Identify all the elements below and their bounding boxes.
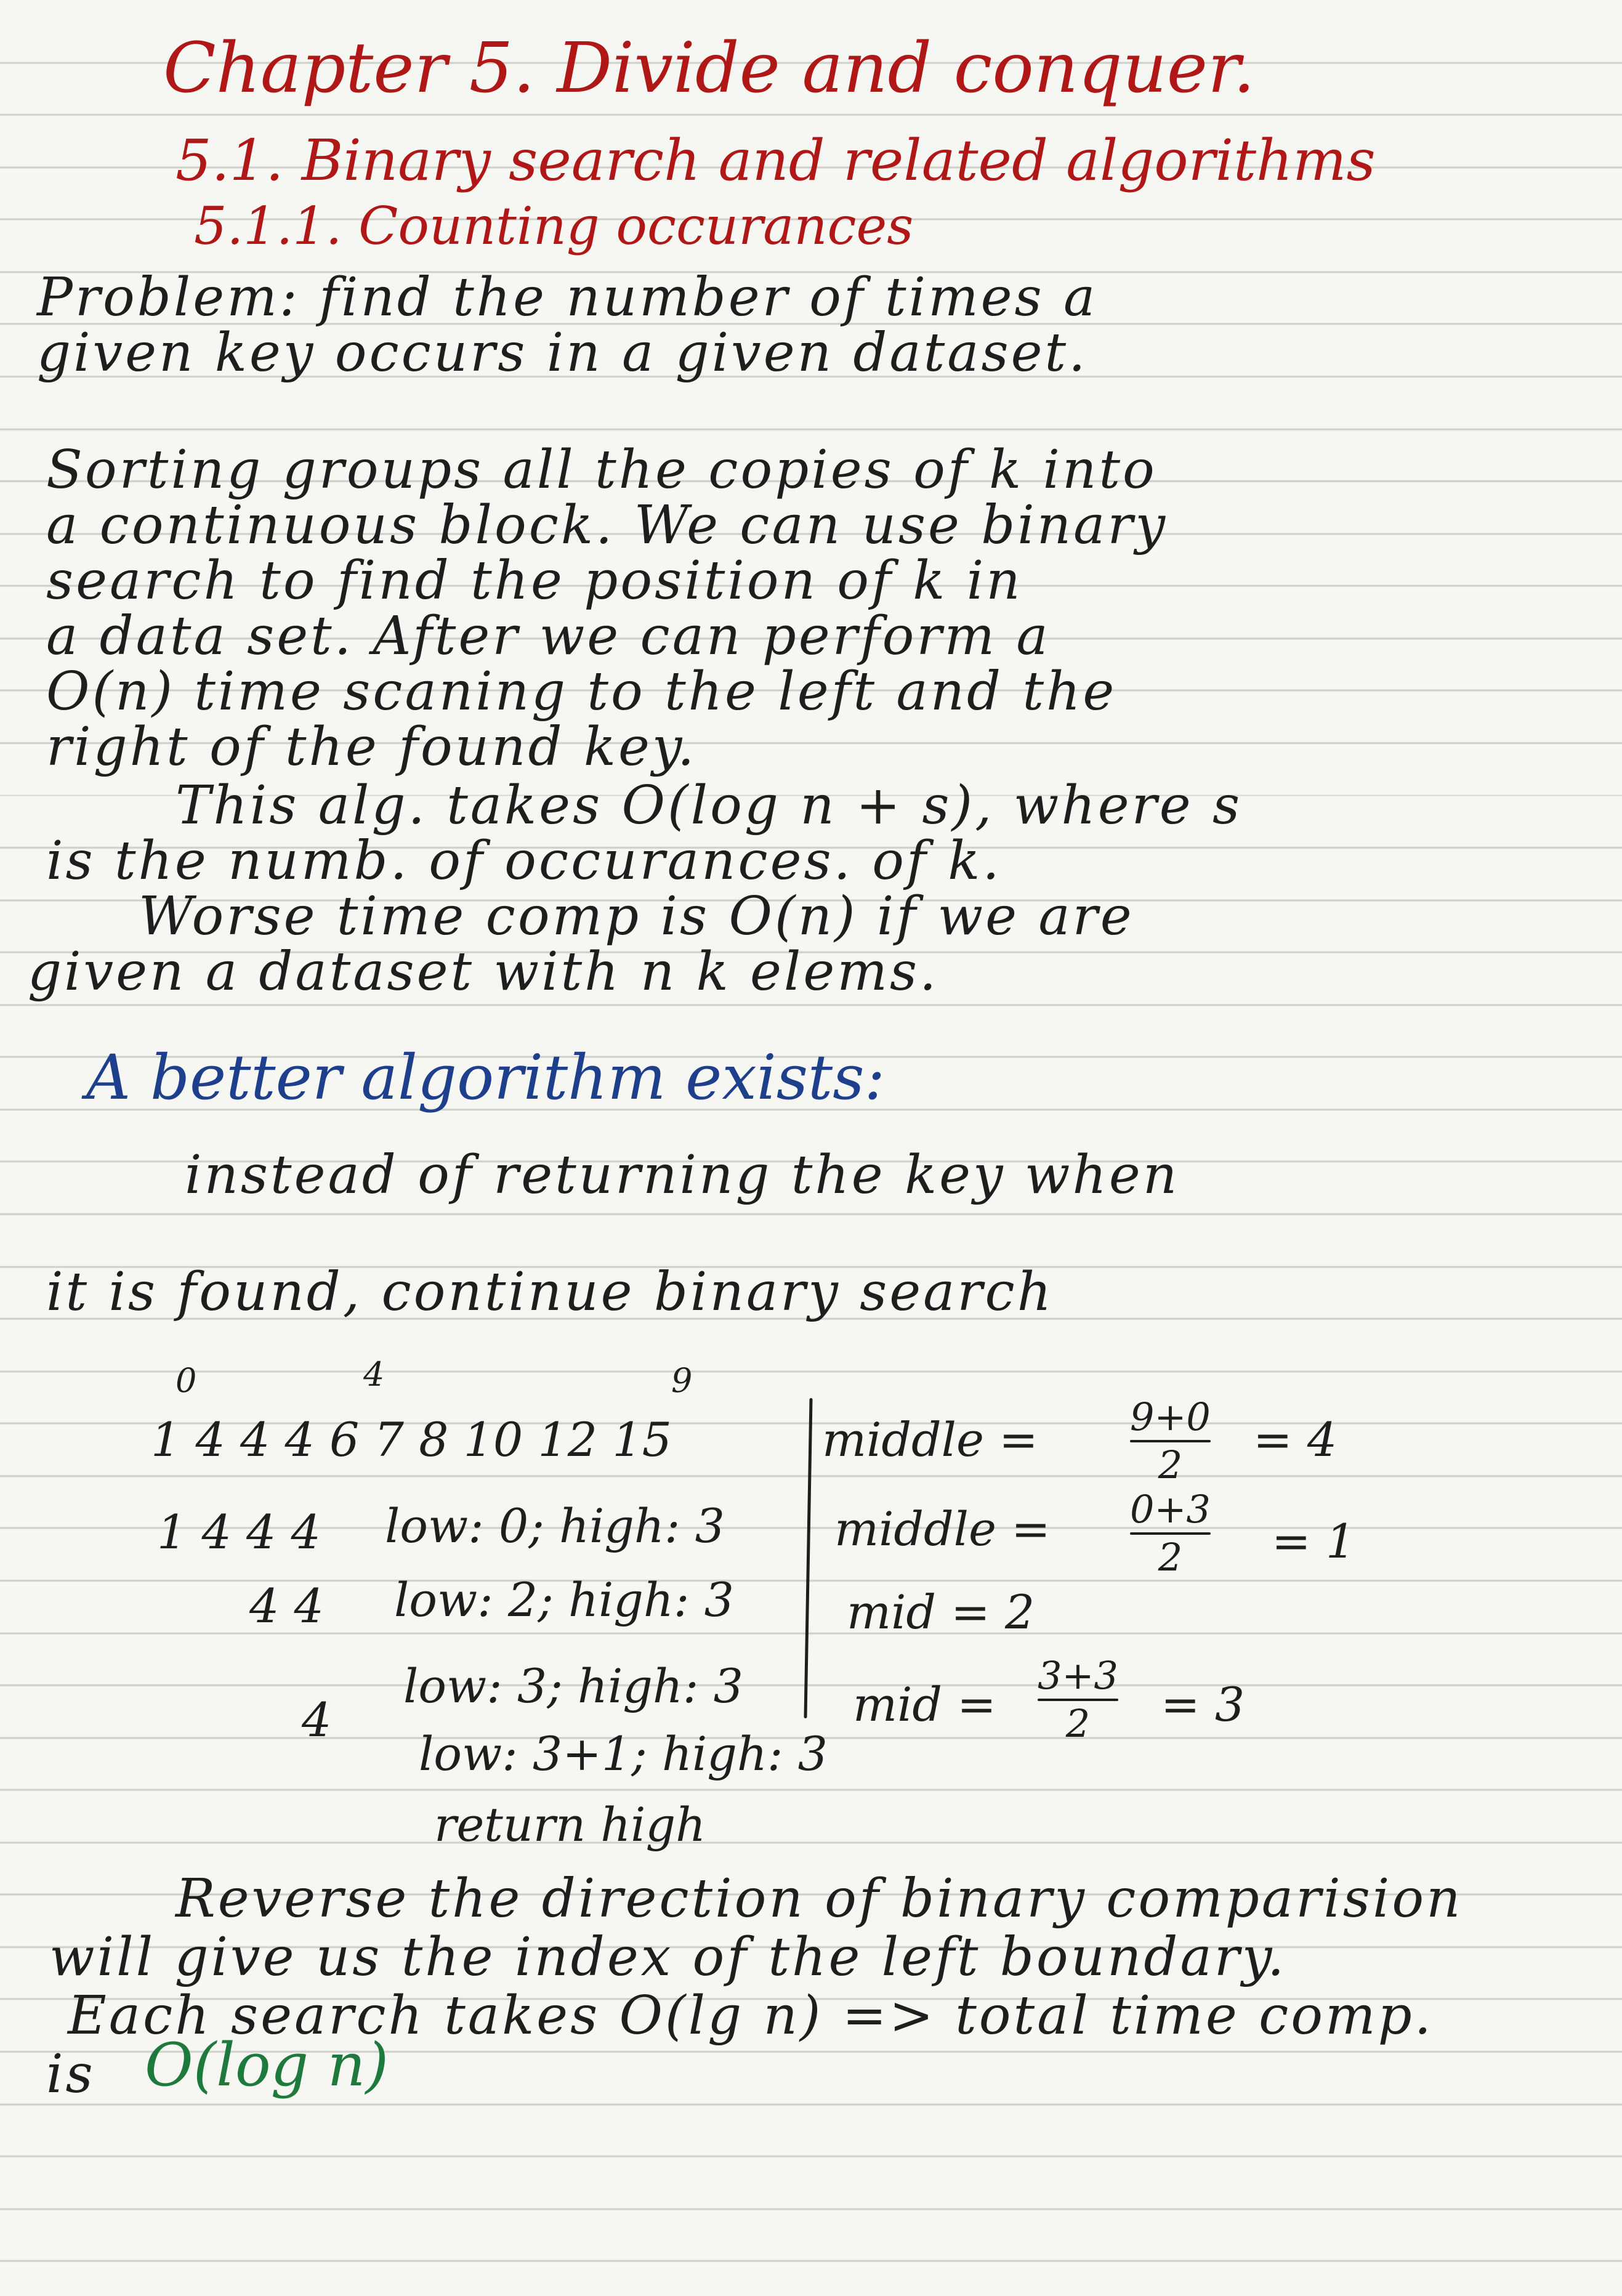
paragraph-line: Worse time comp is O(n) if we are: [139, 886, 1134, 947]
problem-line: Problem: find the number of times a: [37, 267, 1098, 328]
search-state: low: 2; high: 3: [394, 1572, 734, 1627]
search-state: low: 3; high: 3: [403, 1659, 743, 1713]
paragraph-line: Sorting groups all the copies of k into: [46, 439, 1157, 501]
paragraph-line: This alg. takes O(log n + s), where s: [176, 775, 1243, 836]
paragraph-line: O(n) time scaning to the left and the: [46, 661, 1117, 722]
search-state: low: 0; high: 3: [385, 1498, 725, 1553]
index-label: 0: [176, 1361, 197, 1400]
better-text-line: it is found, continue binary search: [46, 1261, 1054, 1323]
section-heading: 5.1. Binary search and related algorithms: [176, 127, 1376, 193]
search-state: low: 3+1; high: 3: [419, 1726, 828, 1781]
fraction-denominator: 2: [1065, 1701, 1091, 1746]
middle-calc-label: middle =: [822, 1412, 1038, 1467]
paragraph-line: given a dataset with n k elems.: [28, 941, 939, 1003]
subarray-values: 4 4: [249, 1578, 324, 1633]
mid-calc: mid = 2: [847, 1585, 1035, 1639]
fraction-denominator: 2: [1158, 1442, 1183, 1487]
index-label: 9: [671, 1361, 693, 1400]
chapter-title: Chapter 5. Divide and conquer.: [163, 28, 1255, 108]
index-label: 4: [363, 1355, 385, 1394]
mid-calc-result: = 3: [1161, 1677, 1245, 1732]
paragraph-line: a continuous block. We can use binary: [46, 495, 1168, 556]
paragraph-line: Each search takes O(lg n) => total time comp.: [68, 1985, 1434, 2047]
final-complexity: O(log n): [145, 2031, 389, 2100]
fraction-denominator: 2: [1158, 1535, 1183, 1580]
middle-calc-result: = 4: [1253, 1412, 1338, 1467]
column-divider: [804, 1398, 812, 1718]
paragraph-line: search to find the position of k in: [46, 550, 1023, 612]
subsection-heading: 5.1.1. Counting occurances: [194, 196, 914, 256]
mid-calc-fraction: [1038, 1653, 1118, 1746]
mid-calc-label: mid =: [853, 1677, 996, 1732]
sorted-array: 1 4 4 4 6 7 8 10 12 15: [151, 1412, 672, 1467]
subarray-values: 4: [302, 1692, 332, 1747]
return-statement: return high: [434, 1797, 706, 1852]
fraction-numerator: 9+0: [1130, 1394, 1211, 1439]
paragraph-line: a data set. After we can perform a: [46, 605, 1051, 667]
middle-calc-fraction: [1130, 1394, 1211, 1487]
problem-line: given key occurs in a given dataset.: [37, 322, 1088, 384]
middle-calc-label: middle =: [834, 1502, 1051, 1556]
better-algorithm-heading: A better algorithm exists:: [86, 1041, 886, 1114]
paragraph-line: will give us the index of the left boundary.: [49, 1926, 1287, 1988]
middle-calc-fraction: [1130, 1487, 1211, 1580]
paragraph-line: is the numb. of occurances. of k.: [46, 830, 1002, 892]
paragraph-line: Reverse the direction of binary comparision: [176, 1868, 1463, 1930]
better-text-line: instead of returning the key when: [185, 1144, 1180, 1206]
fraction-numerator: 0+3: [1130, 1487, 1211, 1532]
fraction-numerator: 3+3: [1038, 1653, 1118, 1698]
middle-calc-result: = 1: [1272, 1514, 1356, 1569]
subarray-values: 1 4 4 4: [157, 1505, 321, 1559]
final-prefix: is: [46, 2043, 95, 2105]
paragraph-line: right of the found key.: [46, 716, 697, 778]
